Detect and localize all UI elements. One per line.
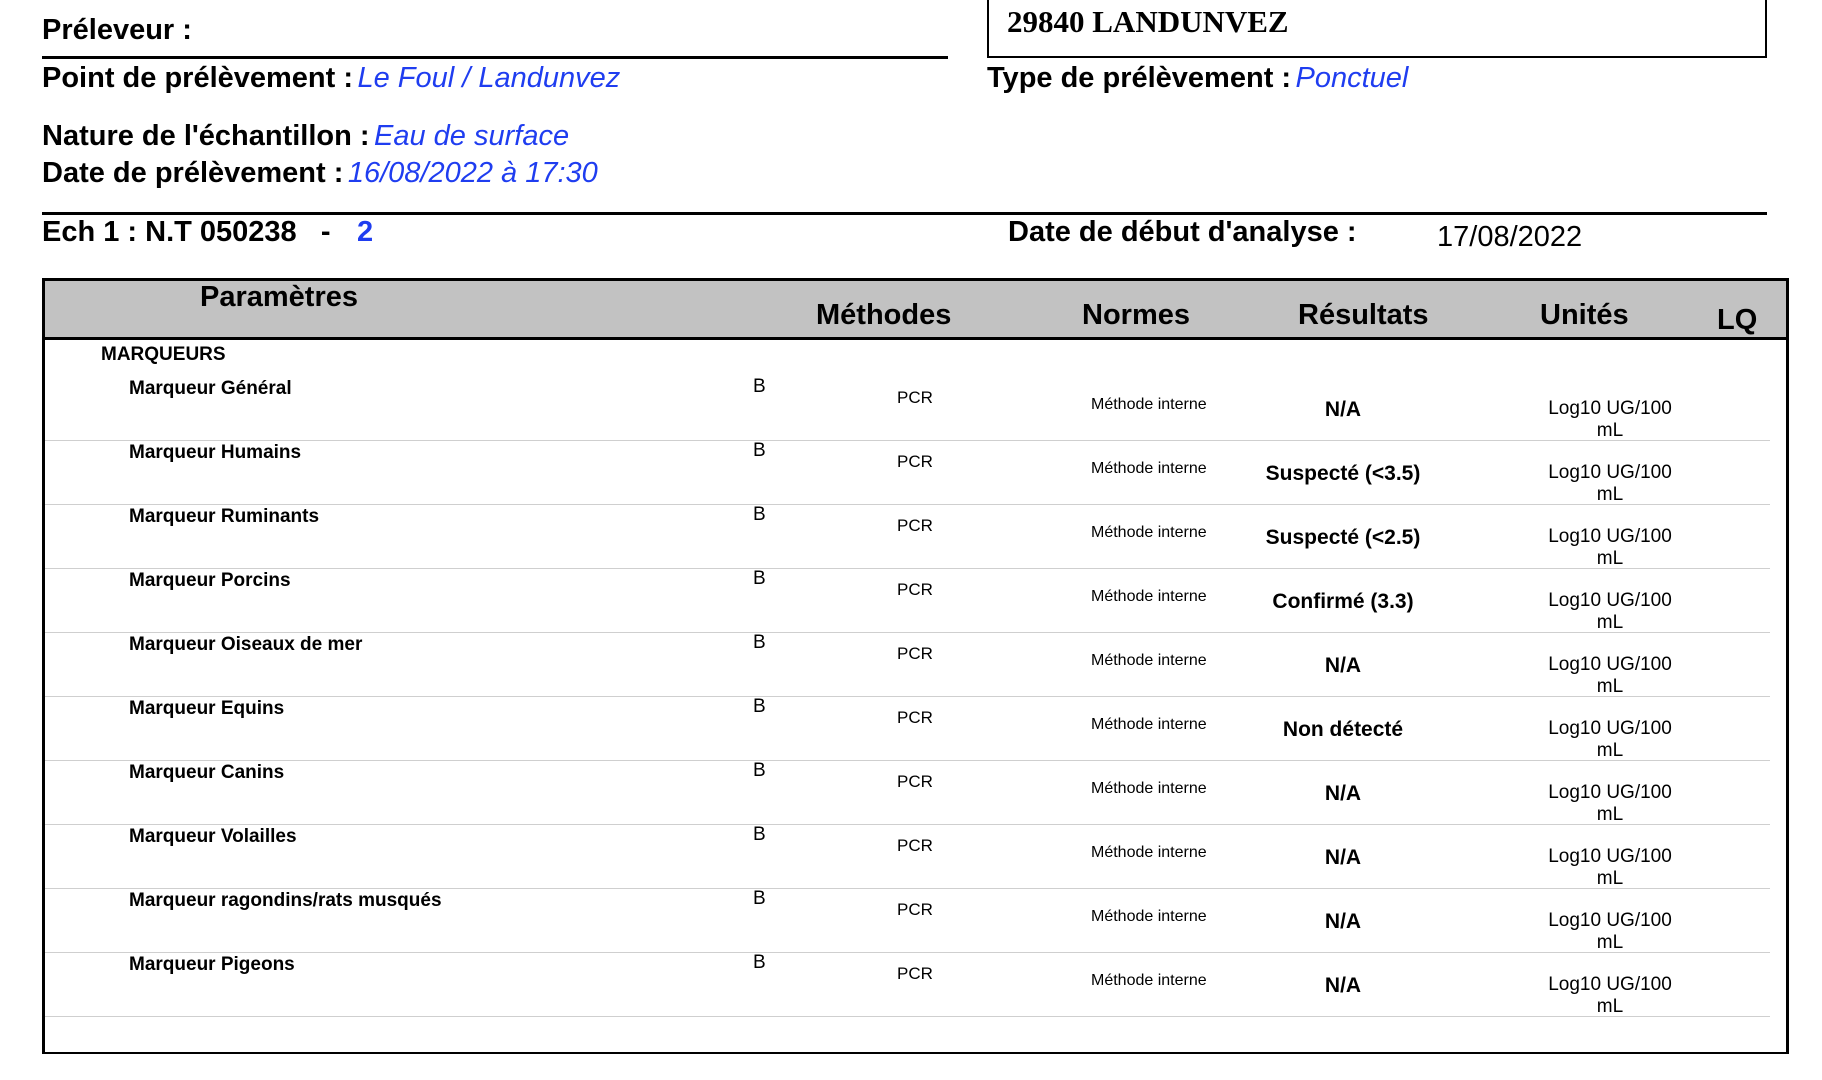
table-row [45,504,1770,569]
unite-line-2: mL [1596,804,1624,825]
echantillon-id [42,216,373,249]
unite-line-1: Log10 UG/100 [1548,462,1672,483]
unite-line-2: mL [1596,932,1624,953]
param-unite [1485,846,1735,890]
unite-line-1: Log10 UG/100 [1548,654,1672,675]
preleveur-underline [42,56,948,59]
param-unite [1485,526,1735,570]
unite-line-2: mL [1596,740,1624,761]
param-name: Marqueur Pigeons [129,954,295,975]
param-resultat: N/A [1324,782,1362,805]
param-resultat: N/A [1324,654,1362,677]
table-row [45,952,1770,1017]
param-methode: PCR [897,516,933,535]
param-flag: B [753,952,766,973]
ech-value: 2 [356,216,374,248]
table-row [45,632,1770,697]
param-methode: PCR [897,708,933,727]
section-divider [42,212,1767,215]
nature-label: Nature de l'échantillon : [42,120,370,152]
table-row [45,888,1770,953]
param-name: Marqueur Equins [129,698,285,719]
param-resultat: Suspecté (<3.5) [1265,462,1421,485]
param-name: Marqueur Volailles [129,826,297,847]
param-unite [1485,590,1735,634]
param-resultat: Confirmé (3.3) [1272,590,1414,613]
param-norme: Méthode interne [1091,972,1207,989]
date-prelevement [42,157,598,190]
results-table-body [42,340,1789,1054]
param-norme: Méthode interne [1091,716,1207,733]
unite-line-2: mL [1596,868,1624,889]
param-flag: B [753,760,766,781]
address-text: 29840 LANDUNVEZ [1007,4,1289,39]
param-methode: PCR [897,772,933,791]
param-resultat: Suspecté (<2.5) [1265,526,1421,549]
param-flag: B [753,888,766,909]
param-methode: PCR [897,836,933,855]
table-row [45,760,1770,825]
param-unite [1485,718,1735,762]
section-marqueurs: MARQUEURS [101,344,226,365]
unite-line-1: Log10 UG/100 [1548,590,1672,611]
unite-line-1: Log10 UG/100 [1548,718,1672,739]
date-value: 16/08/2022 à 17:30 [347,157,598,189]
param-resultat: Non détecté [1282,718,1404,741]
param-norme: Méthode interne [1091,396,1207,413]
type-prelevement [987,62,1408,95]
results-table-header [42,278,1789,340]
point-prelevement [42,62,620,95]
unite-line-2: mL [1596,612,1624,633]
unite-line-2: mL [1596,548,1624,569]
param-name: Marqueur Canins [129,762,285,783]
param-name: Marqueur ragondins/rats musqués [129,890,442,911]
type-value: Ponctuel [1295,62,1409,94]
point-label: Point de prélèvement : [42,62,354,94]
address-box [987,0,1767,58]
param-flag: B [753,376,766,397]
param-flag: B [753,696,766,717]
param-unite [1485,462,1735,506]
table-row [45,568,1770,633]
param-methode: PCR [897,388,933,407]
unite-line-1: Log10 UG/100 [1548,910,1672,931]
point-value: Le Foul / Landunvez [357,62,621,94]
unite-line-2: mL [1596,484,1624,505]
header-lq: LQ [1717,304,1758,336]
param-norme: Méthode interne [1091,652,1207,669]
date-label: Date de prélèvement : [42,157,344,189]
param-unite [1485,974,1735,1018]
param-flag: B [753,824,766,845]
unite-line-1: Log10 UG/100 [1548,398,1672,419]
table-row [45,696,1770,761]
param-name: Marqueur Général [129,378,292,399]
type-label: Type de prélèvement : [987,62,1292,94]
param-norme: Méthode interne [1091,908,1207,925]
analyse-label: Date de début d'analyse : [1008,216,1357,248]
param-name: Marqueur Porcins [129,570,291,591]
param-resultat: N/A [1324,974,1362,997]
param-norme: Méthode interne [1091,524,1207,541]
unite-line-1: Log10 UG/100 [1548,846,1672,867]
nature-echantillon [42,120,569,153]
param-flag: B [753,440,766,461]
table-row [45,440,1770,505]
header-unites: Unités [1540,299,1629,331]
param-name: Marqueur Oiseaux de mer [129,634,363,655]
param-methode: PCR [897,452,933,471]
param-flag: B [753,568,766,589]
unite-line-2: mL [1596,420,1624,441]
param-unite [1485,910,1735,954]
param-methode: PCR [897,580,933,599]
header-resultats: Résultats [1298,299,1429,331]
preleveur-label: Préleveur : [42,14,192,46]
param-norme: Méthode interne [1091,588,1207,605]
param-resultat: N/A [1324,910,1362,933]
table-row [45,824,1770,889]
unite-line-1: Log10 UG/100 [1548,782,1672,803]
param-unite [1485,654,1735,698]
param-unite [1485,782,1735,826]
unite-line-1: Log10 UG/100 [1548,974,1672,995]
param-resultat: N/A [1324,398,1362,421]
param-name: Marqueur Ruminants [129,506,320,527]
header-methodes: Méthodes [816,299,952,331]
param-norme: Méthode interne [1091,780,1207,797]
header-normes: Normes [1082,299,1190,331]
param-name: Marqueur Humains [129,442,302,463]
param-methode: PCR [897,900,933,919]
ech-label: Ech 1 : N.T 050238 - [42,216,331,248]
param-norme: Méthode interne [1091,844,1207,861]
unite-line-1: Log10 UG/100 [1548,526,1672,547]
table-row [45,376,1770,441]
param-methode: PCR [897,964,933,983]
param-resultat: N/A [1324,846,1362,869]
analyse-value: 17/08/2022 [1437,221,1583,253]
param-flag: B [753,504,766,525]
unite-line-2: mL [1596,676,1624,697]
param-flag: B [753,632,766,653]
param-methode: PCR [897,644,933,663]
nature-value: Eau de surface [374,120,570,152]
param-norme: Méthode interne [1091,460,1207,477]
unite-line-2: mL [1596,996,1624,1017]
param-unite [1485,398,1735,442]
header-parametres: Paramètres [200,281,358,313]
